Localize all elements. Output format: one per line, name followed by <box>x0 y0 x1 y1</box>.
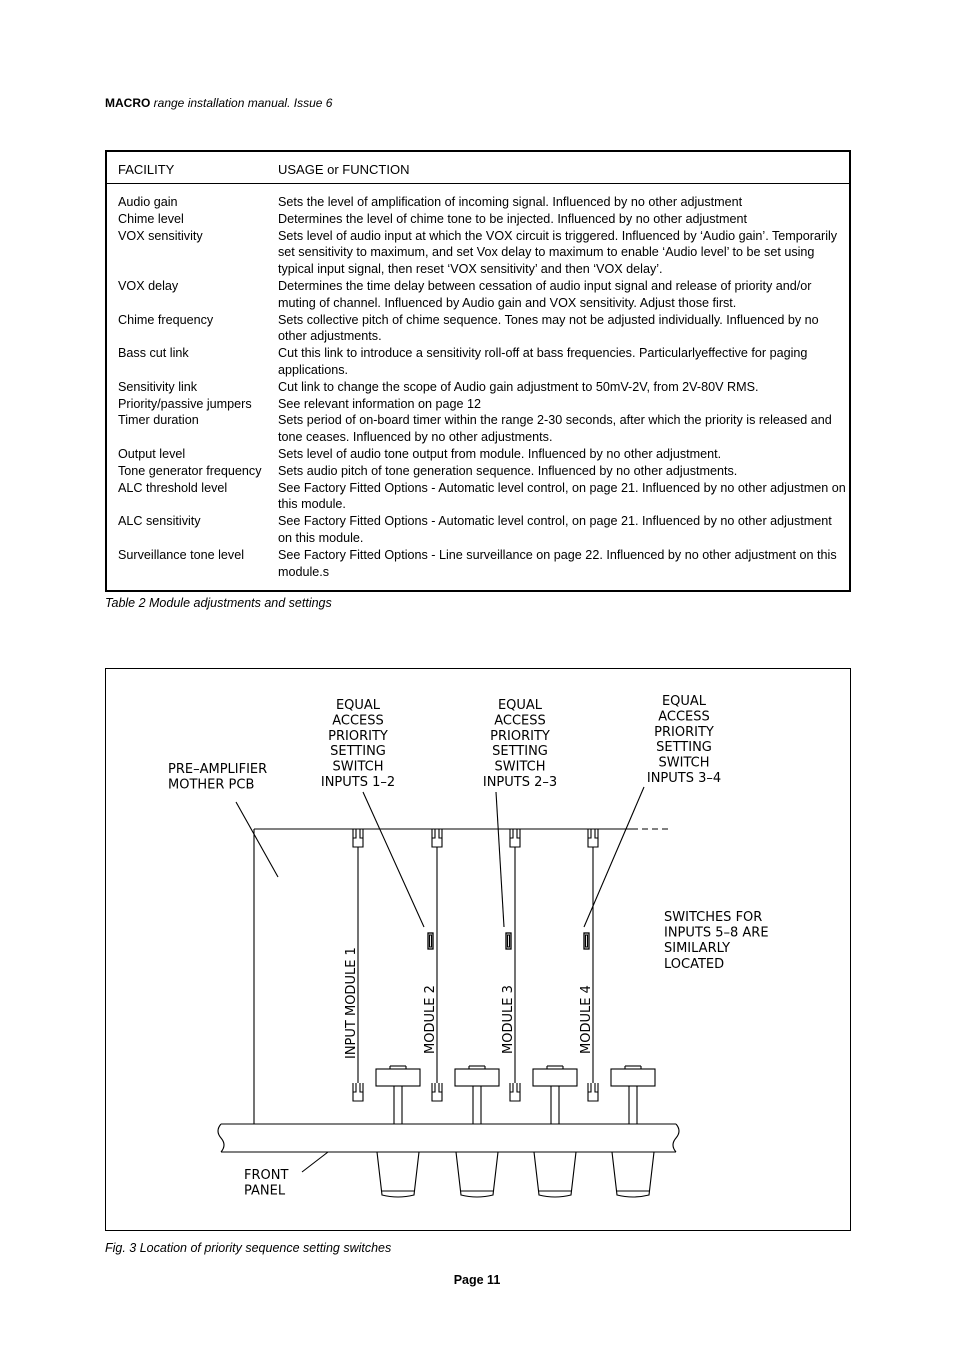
bottom-connector <box>353 1083 363 1101</box>
tfront-line: FRONT <box>244 1168 289 1183</box>
facility-cell: ALC sensitivity <box>118 514 201 529</box>
front-knob <box>534 1152 576 1197</box>
tnote-line: SIMILARLY <box>664 941 731 957</box>
tpcb-line: PRE–AMPLIFIER <box>168 762 268 777</box>
facility-cell: ALC threshold level <box>118 480 228 495</box>
switch-location-diagram <box>106 669 850 1230</box>
t34-line: ACCESS <box>658 709 710 725</box>
front-knob <box>456 1152 498 1197</box>
front-knob <box>377 1152 419 1197</box>
adjustments-table <box>105 150 851 592</box>
table-row <box>118 211 848 228</box>
table-row <box>118 446 848 463</box>
t12-line: SETTING <box>330 744 386 760</box>
facility-cell: Timer duration <box>118 413 199 428</box>
usage-cell: See Factory Fitted Options - Line surveillance on page 22. Influenced by no other adjustment on this module.s <box>278 547 837 579</box>
fader-knob <box>611 1069 655 1086</box>
switch12-label <box>321 698 395 790</box>
facility-cell: Output level <box>118 446 186 461</box>
table-row <box>118 345 848 379</box>
table-row <box>118 547 848 581</box>
usage-cell: Cut this link to introduce a sensitivity roll-off at bass frequencies. Particularlyeffective for paging applications. <box>278 346 808 377</box>
usage-cell: Sets the level of amplification of incoming signal. Influenced by no other adjustment <box>278 195 743 209</box>
table-row <box>118 194 848 211</box>
usage-cell: Sets collective pitch of chime sequence. Tones may not be adjusted individually. Influenced by no other adjustments. <box>278 312 819 344</box>
facility-cell: Tone generator frequency <box>118 463 262 478</box>
t12-line: PRIORITY <box>328 728 388 744</box>
front-panel-leader <box>302 1152 328 1172</box>
t12-line: SWITCH <box>332 759 384 775</box>
t23-line: EQUAL <box>497 698 543 713</box>
module-label: INPUT MODULE 1 <box>344 947 359 1059</box>
pcb-leader <box>236 802 278 877</box>
facility-cell: Priority/passive jumpers <box>118 396 252 411</box>
header-text: range installation manual. Issue 6 <box>150 96 333 110</box>
table-row <box>118 513 848 547</box>
facility-cell: Surveillance tone level <box>118 547 245 562</box>
table-body <box>118 194 848 580</box>
priority-switch-inner <box>586 935 588 947</box>
fader-knob <box>376 1069 420 1086</box>
module-label: MODULE 2 <box>423 985 438 1054</box>
switch23-leader <box>496 792 504 927</box>
usage-cell: Sets period of on-board timer within the range 2-30 seconds, after which the priority is released and tone ceases. Influenced by no other adjustments. <box>278 413 832 445</box>
tnote-line: LOCATED <box>664 956 725 972</box>
t23-line: PRIORITY <box>490 728 550 744</box>
table-row <box>118 480 848 514</box>
t34-line: INPUTS 3–4 <box>646 771 722 786</box>
top-connector <box>353 829 363 847</box>
usage-cell: See Factory Fitted Options - Automatic level control, on page 21. Influenced by no other adjustmen on this module. <box>278 480 846 512</box>
t12-line: EQUAL <box>335 698 381 713</box>
table-caption: Table 2 Module adjustments and settings <box>105 596 332 610</box>
module-label: MODULE 3 <box>501 985 516 1054</box>
bottom-connector <box>432 1083 442 1101</box>
t23-line: SETTING <box>492 744 548 760</box>
top-connector <box>510 829 520 847</box>
tnote-line: INPUTS 5–8 ARE <box>664 925 769 941</box>
usage-cell: Sets level of audio input at which the VOX circuit is triggered. Influenced by ‘Audio gain’. Temporarily set sensitivity to maximum, and set Vox delay to maximum to enable ‘Audio level’ to be set using typical input signal, then reset ‘VOX sensitivity’ and then ‘VOX delay’. <box>278 228 838 277</box>
t23-line: INPUTS 2–3 <box>482 775 558 790</box>
usage-cell: Sets audio pitch of tone generation sequence. Influenced by no other adjustments. <box>278 463 738 478</box>
table-header <box>107 152 849 184</box>
bottom-connector <box>588 1083 598 1101</box>
switch23-label <box>483 698 557 790</box>
tnote-line: SWITCHES FOR <box>664 910 763 925</box>
table-row <box>118 278 848 312</box>
usage-cell: Cut link to change the scope of Audio gain adjustment to 50mV-2V, from 2V-80V RMS. <box>278 379 759 394</box>
bottom-connector <box>510 1083 520 1101</box>
top-connector <box>588 829 598 847</box>
facility-cell: VOX delay <box>118 278 179 293</box>
usage-cell: See Factory Fitted Options - Automatic level control, on page 21. Influenced by no other adjustment on this module. <box>278 514 832 545</box>
front-knob <box>612 1152 654 1197</box>
usage-cell: Sets level of audio tone output from module. Influenced by no other adjustment. <box>278 446 722 461</box>
table-row <box>118 228 848 278</box>
facility-cell: Sensitivity link <box>118 379 198 394</box>
table-row <box>118 379 848 396</box>
front-panel-label <box>244 1168 288 1198</box>
table-row <box>118 312 848 346</box>
running-header <box>105 96 332 110</box>
t34-line: EQUAL <box>661 694 707 709</box>
t23-line: ACCESS <box>494 713 546 729</box>
usage-header: USAGE or FUNCTION <box>278 162 410 177</box>
facility-header: FACILITY <box>118 162 175 177</box>
priority-switch-inner <box>508 935 510 947</box>
table-row <box>118 396 848 413</box>
usage-cell: Determines the level of chime tone to be injected. Influenced by no other adjustment <box>278 211 748 226</box>
top-connector <box>432 829 442 847</box>
module-label: MODULE 4 <box>579 985 594 1054</box>
t12-line: INPUTS 1–2 <box>320 775 396 790</box>
figure-caption: Fig. 3 Location of priority sequence setting switches <box>105 1241 392 1255</box>
fader-knob <box>455 1069 499 1086</box>
facility-cell: Chime frequency <box>118 312 214 327</box>
t23-line: SWITCH <box>494 759 546 775</box>
facility-cell: Chime level <box>118 211 184 226</box>
facility-cell: Bass cut link <box>118 346 189 361</box>
tpcb-line: MOTHER PCB <box>168 777 255 793</box>
pcb-label <box>168 762 267 792</box>
usage-cell: See relevant information on page 12 <box>278 396 482 411</box>
fader-knob <box>533 1069 577 1086</box>
tfront-line: PANEL <box>244 1183 286 1199</box>
page-number: Page 11 <box>453 1273 501 1287</box>
table-row <box>118 412 848 446</box>
note-label <box>664 910 769 972</box>
facility-cell: Audio gain <box>118 195 178 209</box>
facility-cell: VOX sensitivity <box>118 228 203 243</box>
t12-line: ACCESS <box>332 713 384 729</box>
figure-diagram <box>105 668 851 1231</box>
front-panel-break-right <box>673 1124 679 1152</box>
switch12-leader <box>363 792 424 927</box>
t34-line: SETTING <box>656 740 712 756</box>
t34-line: PRIORITY <box>654 724 714 740</box>
t34-line: SWITCH <box>658 755 710 771</box>
front-panel-break-left <box>218 1124 224 1152</box>
switch34-label <box>647 694 721 786</box>
priority-switch-inner <box>430 935 432 947</box>
brand-name: MACRO <box>105 96 151 110</box>
table-row <box>118 463 848 480</box>
usage-cell: Determines the time delay between cessation of audio input signal and release of priority and/or muting of channel. Influenced by Audio gain and VOX sensitivity. Adjust those first. <box>278 278 812 310</box>
